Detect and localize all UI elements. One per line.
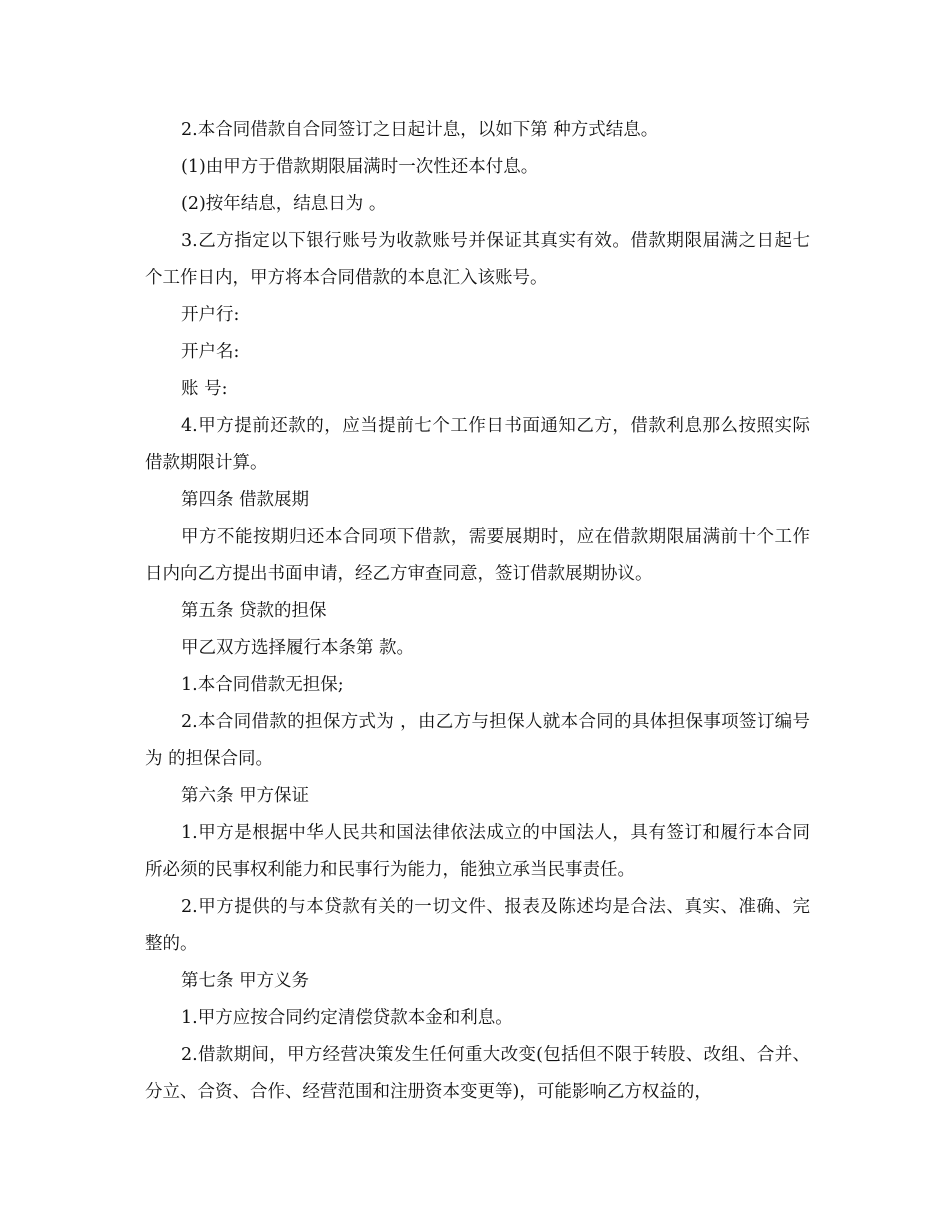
field-bank-name: 开户行:: [181, 305, 240, 325]
heading-article-7: 第七条 甲方义务: [181, 971, 310, 991]
paragraph-legal-entity: 1.甲方是根据中华人民共和国法律依法成立的中国法人，具有签订和履行本合同所必须的民事权利能力和民事行为能力，能独立承当民事责任。: [145, 823, 810, 880]
document-body: [145, 112, 810, 1111]
paragraph-documents-true: 2.甲方提供的与本贷款有关的一切文件、报表及陈述均是合法、真实、准确、完整的。: [145, 897, 810, 954]
paragraph-option-2: (2)按年结息，结息日为 。: [181, 194, 387, 214]
field-account-name: 开户名:: [181, 342, 240, 362]
paragraph-interest-start: 2.本合同借款自合同签订之日起计息，以如下第 种方式结息。: [181, 120, 659, 140]
heading-article-4: 第四条 借款展期: [181, 490, 310, 510]
paragraph-loan-extension: 甲方不能按期归还本合同项下借款，需要展期时，应在借款期限届满前十个工作日内向乙方提出书面申请，经乙方审查同意，签订借款展期协议。: [145, 527, 810, 584]
paragraph-bank-account: 3.乙方指定以下银行账号为收款账号并保证其真实有效。借款期限届满之日起七个工作日内，甲方将本合同借款的本息汇入该账号。: [145, 231, 810, 288]
heading-article-5: 第五条 贷款的担保: [181, 601, 327, 621]
paragraph-no-guarantee: 1.本合同借款无担保;: [181, 675, 344, 695]
paragraph-option-1: (1)由甲方于借款期限届满时一次性还本付息。: [181, 157, 539, 177]
paragraph-guarantee-method: 2.本合同借款的担保方式为 ，由乙方与担保人就本合同的具体担保事项签订编号为 的担保合同。: [145, 712, 810, 769]
field-account-number: 账 号:: [181, 379, 228, 399]
paragraph-early-repayment: 4.甲方提前还款的，应当提前七个工作日书面通知乙方，借款利息那么按照实际借款期限计算。: [145, 416, 810, 473]
paragraph-major-change: 2.借款期间，甲方经营决策发生任何重大改变(包括但不限于转股、改组、合并、分立、合资、合作、经营范围和注册资本变更等)，可能影响乙方权益的，: [145, 1045, 810, 1102]
paragraph-guarantee-choice: 甲乙双方选择履行本条第 款。: [181, 638, 415, 658]
paragraph-repay-obligation: 1.甲方应按合同约定清偿贷款本金和利息。: [181, 1008, 513, 1028]
heading-article-6: 第六条 甲方保证: [181, 786, 310, 806]
